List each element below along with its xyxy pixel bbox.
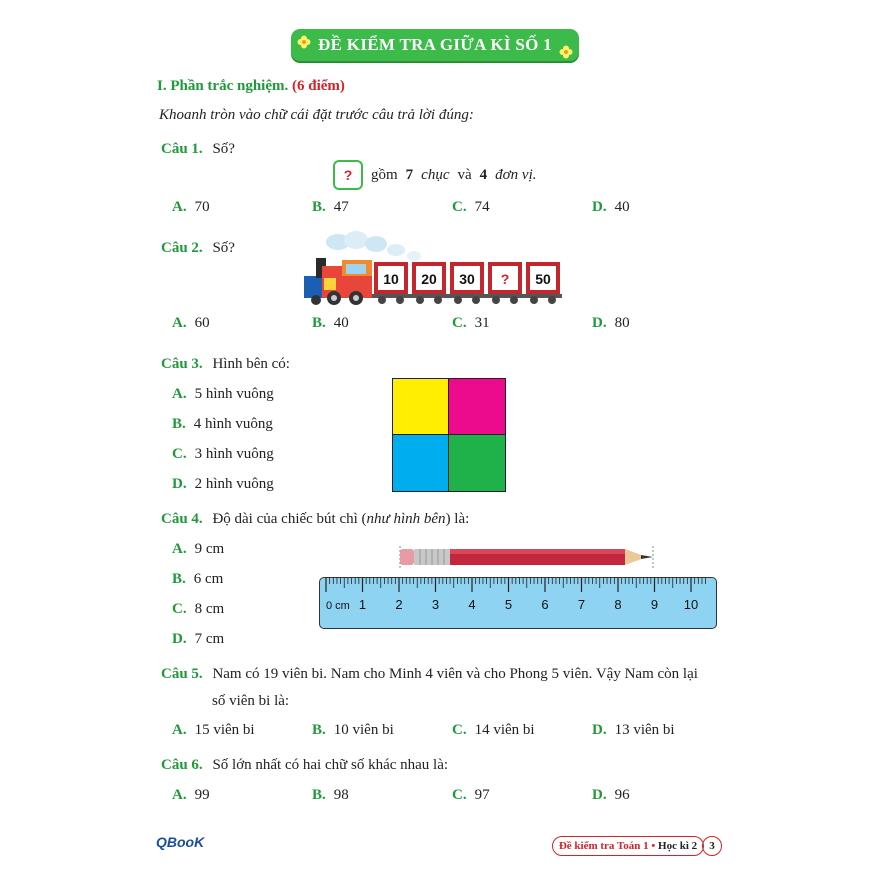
option-b[interactable] <box>312 722 394 739</box>
q1-word: và <box>457 166 472 183</box>
squares-figure <box>392 378 506 492</box>
ruler-label: 9 <box>650 597 659 612</box>
q1-word: gồm <box>371 166 398 183</box>
question-label: Câu 2. <box>161 240 203 256</box>
flower-icon <box>559 45 573 59</box>
train-car-number: 30 <box>459 271 475 287</box>
option-a[interactable] <box>172 386 274 403</box>
option-text: 15 viên bi <box>194 722 255 738</box>
question-label: Câu 6. <box>161 757 203 773</box>
option-c[interactable] <box>452 722 535 739</box>
option-letter: B. <box>172 571 186 587</box>
q1-unit: chục <box>421 166 450 183</box>
option-text: 2 hình vuông <box>194 476 274 492</box>
train-car-number: 50 <box>535 271 551 287</box>
option-d[interactable] <box>592 722 675 739</box>
ruler-label: 4 <box>468 597 476 612</box>
square-yellow <box>393 379 449 435</box>
option-letter: A. <box>172 386 187 402</box>
option-b[interactable] <box>312 787 349 804</box>
option-text: 10 viên bi <box>333 722 394 738</box>
option-b[interactable] <box>312 315 349 332</box>
ruler-label: 2 <box>395 597 403 612</box>
option-text: 40 <box>614 199 630 215</box>
section-title <box>157 78 345 95</box>
option-letter: C. <box>452 199 467 215</box>
book-semester: Học kì 2 <box>658 840 698 852</box>
option-text: 74 <box>474 199 490 215</box>
book-title-text: Đề kiểm tra Toán 1 • <box>558 840 656 852</box>
publisher-logo: QBooK <box>156 834 205 850</box>
option-c[interactable] <box>172 601 224 618</box>
q1-number: 4 <box>479 166 488 183</box>
option-letter: A. <box>172 787 187 803</box>
option-text: 70 <box>194 199 210 215</box>
option-letter: A. <box>172 722 187 738</box>
question-text: Hình bên có: <box>212 356 290 372</box>
option-d[interactable] <box>592 315 630 332</box>
train-car-number: ? <box>500 271 510 287</box>
question-4 <box>161 511 469 528</box>
question-5 <box>161 666 698 683</box>
ruler-ticks <box>320 578 716 628</box>
page-title-banner <box>291 29 579 61</box>
option-text: 13 viên bi <box>614 722 675 738</box>
option-text: 31 <box>474 315 490 331</box>
option-a[interactable] <box>172 722 255 739</box>
square-blue <box>393 435 449 491</box>
option-text: 80 <box>614 315 630 331</box>
option-text: 8 cm <box>194 601 225 617</box>
option-letter: D. <box>172 476 187 492</box>
book-title <box>552 836 704 856</box>
option-letter: A. <box>172 541 187 557</box>
option-text: 5 hình vuông <box>194 386 274 402</box>
option-letter: C. <box>452 787 467 803</box>
question-text: Số? <box>212 240 235 256</box>
question-label: Câu 3. <box>161 356 203 372</box>
option-a[interactable] <box>172 787 210 804</box>
ruler-label: 10 <box>683 597 699 612</box>
ruler-label: 6 <box>541 597 549 612</box>
option-text: 4 hình vuông <box>193 416 273 432</box>
q1-number: 7 <box>405 166 414 183</box>
question-1 <box>161 141 235 158</box>
option-letter: C. <box>452 315 467 331</box>
option-letter: B. <box>172 416 186 432</box>
option-letter: C. <box>172 446 187 462</box>
question-3 <box>161 356 290 373</box>
question-label: Câu 1. <box>161 141 203 157</box>
ruler <box>319 577 717 629</box>
question-6 <box>161 757 448 774</box>
question-label: Câu 4. <box>161 511 203 527</box>
question-text: ) là: <box>445 511 470 527</box>
option-letter: B. <box>312 315 326 331</box>
flower-icon <box>297 35 311 49</box>
option-letter: B. <box>312 722 326 738</box>
option-letter: C. <box>172 601 187 617</box>
option-text: 98 <box>333 787 349 803</box>
option-letter: B. <box>312 199 326 215</box>
ruler-label: 7 <box>577 597 586 612</box>
question-2 <box>161 240 235 257</box>
option-d[interactable] <box>172 631 224 648</box>
option-d[interactable] <box>592 199 630 216</box>
page-number: 3 <box>702 836 722 856</box>
section-points: (6 điểm) <box>292 78 345 94</box>
option-letter: D. <box>592 722 607 738</box>
page-title: ĐỀ KIỂM TRA GIỮA KÌ SỐ 1 <box>318 35 552 54</box>
train-car-number: 20 <box>421 271 437 287</box>
option-text: 7 cm <box>194 631 225 647</box>
question-label: Câu 5. <box>161 666 203 682</box>
option-text: 9 cm <box>194 541 225 557</box>
option-letter: D. <box>592 315 607 331</box>
option-text: 3 hình vuông <box>194 446 274 462</box>
square-magenta <box>449 379 505 435</box>
option-letter: A. <box>172 199 187 215</box>
pencil-icon <box>395 546 657 568</box>
question-text-italic: như hình bên <box>366 511 446 527</box>
option-c[interactable] <box>452 315 490 332</box>
option-letter: A. <box>172 315 187 331</box>
square-green <box>449 435 505 491</box>
option-b[interactable] <box>312 199 349 216</box>
option-d[interactable] <box>172 476 274 493</box>
ruler-label: 1 <box>358 597 367 612</box>
option-letter: D. <box>592 199 607 215</box>
option-d[interactable] <box>592 787 630 804</box>
option-a[interactable] <box>172 315 210 332</box>
option-letter: D. <box>592 787 607 803</box>
option-text: 99 <box>194 787 210 803</box>
option-text: 97 <box>474 787 490 803</box>
question-text: Số? <box>212 141 235 157</box>
question-5-line2: số viên bi là: <box>212 693 290 709</box>
option-a[interactable] <box>172 199 210 216</box>
instruction: Khoanh tròn vào chữ cái đặt trước câu trả lời đúng: <box>159 107 474 123</box>
question-text: Số lớn nhất có hai chữ số khác nhau là: <box>212 757 449 773</box>
option-b[interactable] <box>172 571 223 588</box>
question-text: Độ dài của chiếc bút chì ( <box>212 511 367 527</box>
option-letter: B. <box>312 787 326 803</box>
option-c[interactable] <box>172 446 274 463</box>
ruler-label: 0 cm <box>326 600 350 612</box>
option-text: 14 viên bi <box>474 722 535 738</box>
train-illustration <box>298 230 564 308</box>
option-text: 6 cm <box>193 571 224 587</box>
option-letter: D. <box>172 631 187 647</box>
ruler-label: 8 <box>614 597 622 612</box>
option-letter: C. <box>452 722 467 738</box>
ruler-label: 5 <box>504 597 513 612</box>
option-text: 96 <box>614 787 630 803</box>
option-text: 60 <box>194 315 210 331</box>
question-text: Nam có 19 viên bi. Nam cho Minh 4 viên và cho Phong 5 viên. Vậy Nam còn lại <box>212 666 698 682</box>
option-c[interactable] <box>452 199 490 216</box>
option-b[interactable] <box>172 416 273 433</box>
section-title-text: I. Phần trắc nghiệm. <box>157 78 289 94</box>
option-text: 47 <box>333 199 349 215</box>
train-icon <box>298 230 564 308</box>
answer-box: ? <box>333 160 363 190</box>
option-a[interactable] <box>172 541 224 558</box>
q1-unit: đơn vị. <box>495 166 537 183</box>
ruler-label: 3 <box>431 597 440 612</box>
option-c[interactable] <box>452 787 490 804</box>
option-text: 40 <box>333 315 349 331</box>
q1-statement <box>333 160 537 190</box>
train-car-number: 10 <box>383 271 399 287</box>
